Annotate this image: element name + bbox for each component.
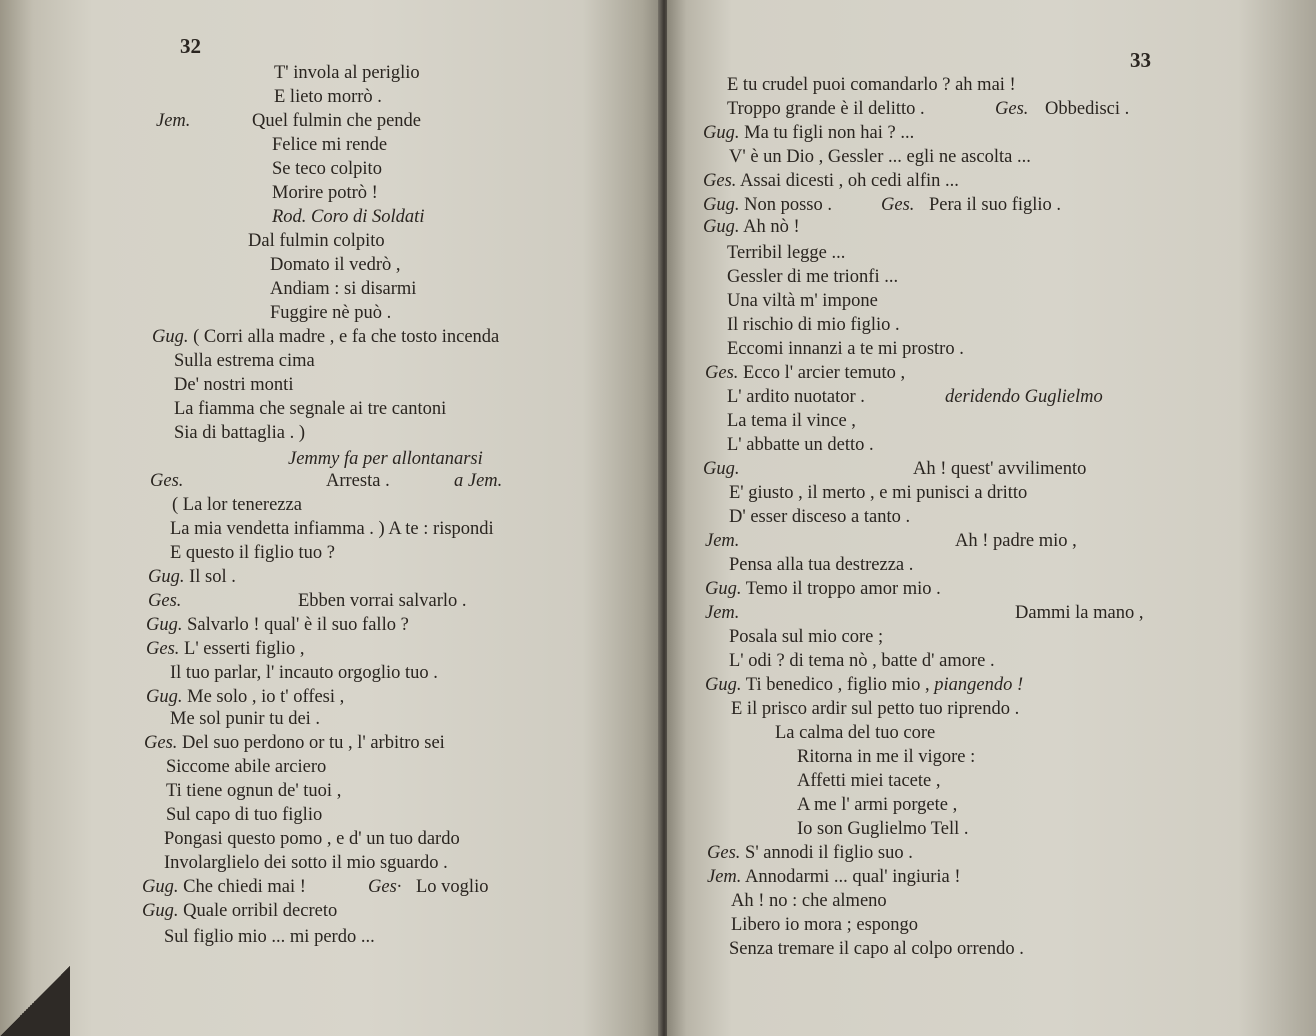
verse-line: Ges. Ecco l' arcier temuto , [705,363,906,383]
verse-line: La fiamma che segnale ai tre cantoni [174,399,447,419]
speaker-label: Gug. [142,877,179,897]
verse-line: L' odi ? di tema nò , batte d' amore . [729,651,995,671]
verse-line: Ges. Arresta . a Jem. [150,471,503,491]
verse-line: E lieto morrò . [274,87,382,107]
speaker-label: Gug. [703,123,740,143]
speaker-label: Ges. [705,363,739,383]
stage-direction: Jemmy fa per allontanarsi [288,449,483,469]
speaker-label: Ges. [146,639,180,659]
speaker-label: Ges. [881,195,915,215]
verse-line: A me l' armi porgete , [797,795,958,815]
verse-line: Ti tiene ognun de' tuoi , [166,781,342,801]
verse-line: Gug. Non posso . Ges. Pera il suo figlio . [703,195,1062,215]
verse-line: E questo il figlio tuo ? [170,543,335,563]
speaker-label: Ges. [995,99,1029,119]
speaker-label: Gug. [703,195,740,215]
verse-line: La mia vendetta infiamma . ) A te : rispondi [170,519,494,539]
verse-line: Sul capo di tuo figlio [166,805,323,825]
verse-line: Siccome abile arciero [166,757,327,777]
speaker-label: Ges. [150,471,184,491]
verse-line: L' ardito nuotator . deridendo Guglielmo [727,387,1103,407]
verse-line: Gug. Me solo , io t' offesi , [146,687,345,707]
verse-line: Gug. Che chiedi mai ! Ges· Lo voglio [142,877,489,897]
verse-line: L' abbatte un detto . [727,435,874,455]
speaker-label: Jem. [705,603,740,623]
verse-line: Io son Guglielmo Tell . [797,819,969,839]
verse-line: Il tuo parlar, l' incauto orgoglio tuo . [170,663,438,683]
speaker-label: Ges. [703,171,737,191]
verse-line: E tu crudel puoi comandarlo ? ah mai ! [727,75,1016,95]
verse-line: D' esser disceso a tanto . [729,507,911,527]
verse-line: Gug. Ah ! quest' avvilimento [703,459,1087,479]
verse-line: Il rischio di mio figlio . [727,315,900,335]
verse-line: Pongasi questo pomo , e d' un tuo dardo [164,829,460,849]
right-page [667,0,1316,1036]
verse-line: Affetti miei tacete , [797,771,941,791]
verse-line: Libero io mora ; espongo [731,915,919,935]
speaker-label: Gug. [705,579,742,599]
verse-line: Una viltà m' impone [727,291,878,311]
verse-line: Ges. Del suo perdono or tu , l' arbitro sei [144,733,445,753]
speaker-label: Jem. [156,111,191,131]
speaker-label: Gug. [703,217,740,237]
verse-line: Gug. Ma tu figli non hai ? ... [703,123,915,143]
speaker-label: Jem. [707,867,742,887]
page-corner-fold [0,966,70,1036]
verse-line: Posala sul mio core ; [729,627,884,647]
verse-line: Me sol punir tu dei . [170,709,321,729]
verse-line: La calma del tuo core [775,723,936,743]
speaker-label: Jem. [705,531,740,551]
verse-line: Gug. Ti benedico , figlio mio , piangendo ! [705,675,1024,695]
verse-line: V' è un Dio , Gessler ... egli ne ascolta ... [729,147,1031,167]
verse-line: Ges. L' esserti figlio , [146,639,305,659]
speaker-label: Ges. [148,591,182,611]
speaker-label: Gug. [142,901,179,921]
verse-line: Gessler di me trionfi ... [727,267,899,287]
verse-line: Terribil legge ... [727,243,846,263]
verse-line: Jem. Ah ! padre mio , [705,531,1077,551]
verse-line: Jem. Dammi la mano , [705,603,1144,623]
speaker-label: Gug. [148,567,185,587]
verse-line: Eccomi innanzi a te mi prostro . [727,339,964,359]
verse-line: E il prisco ardir sul petto tuo riprendo . [731,699,1020,719]
verse-line: Felice mi rende [272,135,388,155]
speaker-label: Gug. [146,687,183,707]
verse-line: Gug. Il sol . [148,567,236,587]
verse-line: Ges. S' annodi il figlio suo . [707,843,913,863]
verse-line: La tema il vince , [727,411,856,431]
verse-line: Jem. Annodarmi ... qual' ingiuria ! [707,867,961,887]
page-number-right: 33 [1130,48,1151,72]
verse-line: Dal fulmin colpito [248,231,385,251]
verse-line: Senza tremare il capo al colpo orrendo . [729,939,1024,959]
verse-line: ( La lor tenerezza [172,495,302,515]
verse-line: Ritorna in me il vigore : [797,747,976,767]
verse-line: Morire potrò ! [272,183,378,203]
speaker-label: Gug. [705,675,742,695]
verse-line: Sulla estrema cima [174,351,315,371]
verse-line: Fuggire nè può . [270,303,392,323]
speaker-label: Ges. [144,733,178,753]
speaker-label: Gug. [146,615,183,635]
verse-line: Gug. Temo il troppo amor mio . [705,579,941,599]
speaker-label: Ges· [368,877,402,897]
verse-line: De' nostri monti [174,375,294,395]
verse-line: T' involа al periglio [274,63,420,83]
verse-line: Gug. ( Corri alla madre , e fa che tosto incenda [152,327,500,347]
verse-line: Domato il vedrò , [270,255,401,275]
verse-line: Involarglielo dei sotto il mio sguardo . [164,853,448,873]
verse-line: Troppo grande è il delitto . Ges. Obbedisci . [727,99,1130,119]
verse-line: Se teco colpito [272,159,382,179]
verse-line: Sul figlio mio ... mi perdo ... [164,927,375,947]
verse-line: Ges. Ebben vorrai salvarlo . [148,591,467,611]
verse-line: Andiam : si disarmi [270,279,417,299]
stage-direction: Rod. Coro di Soldati [272,207,425,227]
stage-direction: deridendo Guglielmo [945,387,1103,407]
speaker-label: Gug. [152,327,189,347]
verse-line: Pensa alla tua destrezza . [729,555,914,575]
page-number-left: 32 [180,34,201,58]
verse-line: Jem. Quel fulmin che pende [156,111,422,131]
verse-line: Ah ! no : che almeno [731,891,887,911]
verse-line: Gug. Salvarlo ! qual' è il suo fallo ? [146,615,409,635]
verse-line: E' giusto , il merto , e mi punisci a dritto [729,483,1028,503]
verse-line: Sia di battaglia . ) [174,423,306,443]
speaker-label: Gug. [703,459,740,479]
stage-direction: piangendo ! [934,675,1024,695]
speaker-label: Ges. [707,843,741,863]
stage-direction: a Jem. [454,471,503,491]
verse-line: Gug. Quale orribil decreto [142,901,338,921]
verse-line: Ges. Assai dicesti , oh cedi alfin ... [703,171,959,191]
verse-line: Gug. Ah nò ! [703,217,800,237]
